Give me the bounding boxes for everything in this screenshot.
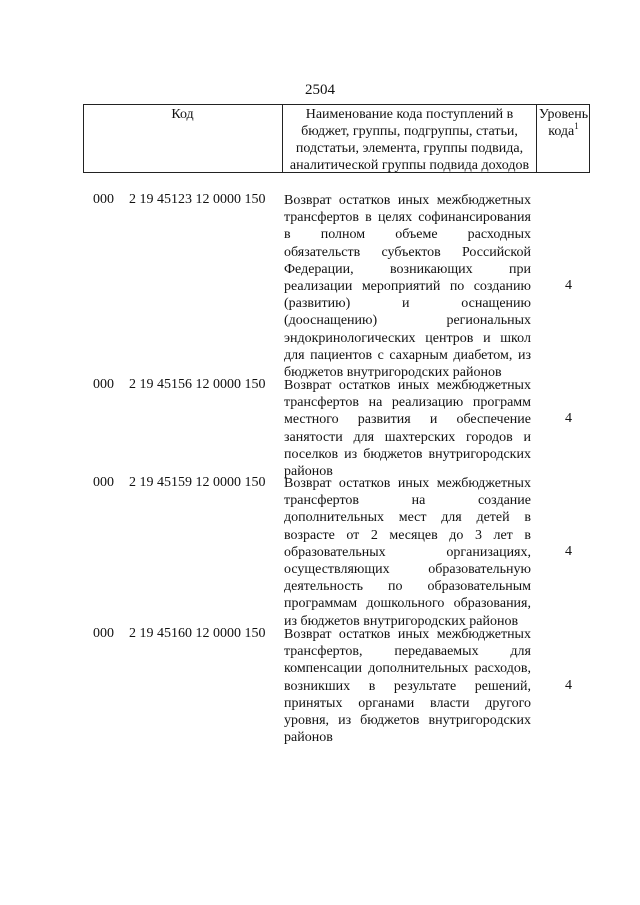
page-number: 2504 bbox=[305, 82, 335, 98]
revenue-code: 2 19 45159 12 0000 150 bbox=[129, 475, 266, 490]
revenue-name-line: Возврат остатков иных межбюджетных bbox=[284, 193, 531, 208]
header-name-line: Наименование кода поступлений в bbox=[305, 107, 514, 122]
header-name-line: подстатьи, элемента, группы подвида, bbox=[295, 141, 524, 156]
code-level: 4 bbox=[565, 278, 572, 293]
revenue-name-line: в полном объеме расходных bbox=[284, 227, 531, 243]
header-name bbox=[283, 106, 536, 174]
revenue-name-line: эндокринологических центров и школ bbox=[284, 330, 531, 346]
header-name-line: аналитической группы подвида доходов bbox=[289, 158, 530, 173]
revenue-code: 2 19 45156 12 0000 150 bbox=[129, 377, 266, 392]
revenue-name-line: из бюджетов внутригородских районов bbox=[284, 613, 519, 629]
revenue-name-line: Возврат остатков иных межбюджетных bbox=[284, 476, 531, 491]
revenue-name bbox=[284, 626, 531, 746]
revenue-name-line: трансфертов в целях софинансирования bbox=[284, 210, 531, 226]
header-name-line: бюджет, группы, подгруппы, статьи, bbox=[301, 124, 518, 139]
revenue-name-line: дополнительных мест для детей в bbox=[284, 510, 531, 526]
revenue-name-line: (развитию) и оснащению bbox=[284, 296, 531, 312]
revenue-name-line: Федерации, возникающих при bbox=[284, 261, 531, 277]
revenue-name bbox=[284, 475, 531, 630]
admin-code: 000 bbox=[93, 192, 114, 207]
revenue-name-line: Возврат остатков иных межбюджетных bbox=[284, 378, 531, 393]
revenue-name-line: возрасте от 2 месяцев до 3 лет в bbox=[284, 527, 531, 543]
revenue-name-line: программам дошкольного образования, bbox=[284, 596, 531, 612]
revenue-name-line: образовательных организациях, bbox=[284, 544, 531, 560]
revenue-name-line: Возврат остатков иных межбюджетных bbox=[284, 627, 531, 642]
revenue-name-line: возникших в результате решений, bbox=[284, 678, 531, 694]
revenue-name-line: трансфертов на реализацию программ bbox=[284, 395, 531, 411]
revenue-name-line: принятых органами власти другого bbox=[284, 695, 531, 711]
revenue-name-line: трансфертов, передаваемых для bbox=[284, 644, 531, 660]
revenue-name-line: уровня, из бюджетов внутригородских bbox=[284, 712, 531, 728]
admin-code: 000 bbox=[93, 626, 114, 641]
revenue-code: 2 19 45160 12 0000 150 bbox=[129, 626, 266, 641]
revenue-name-line: трансфертов на создание bbox=[284, 493, 531, 509]
header-level bbox=[537, 106, 590, 140]
revenue-name-line: бюджетов внутригородских районов bbox=[284, 364, 502, 380]
revenue-name-line: местного развития и обеспечение bbox=[284, 412, 531, 428]
revenue-code: 2 19 45123 12 0000 150 bbox=[129, 192, 266, 207]
header-level-line: кода bbox=[548, 124, 575, 139]
header-level-line: Уровень bbox=[538, 107, 589, 122]
revenue-name-line: поселков из бюджетов внутригородских bbox=[284, 446, 531, 462]
code-level: 4 bbox=[565, 543, 572, 559]
admin-code: 000 bbox=[93, 475, 114, 490]
revenue-name-line: деятельность по образовательным bbox=[284, 579, 531, 595]
code-level: 4 bbox=[565, 677, 572, 693]
revenue-name-line: осуществляющих образовательную bbox=[284, 561, 531, 577]
revenue-name bbox=[284, 192, 531, 381]
header-code: Код bbox=[171, 107, 194, 122]
revenue-name bbox=[284, 377, 531, 480]
revenue-name-line: районов bbox=[284, 730, 333, 746]
revenue-name-line: занятости для шахтерских городов и bbox=[284, 429, 531, 445]
code-level: 4 bbox=[565, 411, 572, 427]
revenue-name-line: обязательств субъектов Российской bbox=[284, 244, 531, 260]
revenue-name-line: реализации мероприятий по созданию bbox=[284, 278, 531, 294]
revenue-name-line: (дооснащению) региональных bbox=[284, 313, 531, 329]
revenue-name-line: компенсации дополнительных расходов, bbox=[284, 661, 531, 677]
revenue-name-line: для пациентов с сахарным диабетом, из bbox=[284, 347, 531, 363]
admin-code: 000 bbox=[93, 377, 114, 392]
footnote-marker: 1 bbox=[574, 121, 579, 131]
revenue-name-line: районов bbox=[284, 463, 333, 479]
